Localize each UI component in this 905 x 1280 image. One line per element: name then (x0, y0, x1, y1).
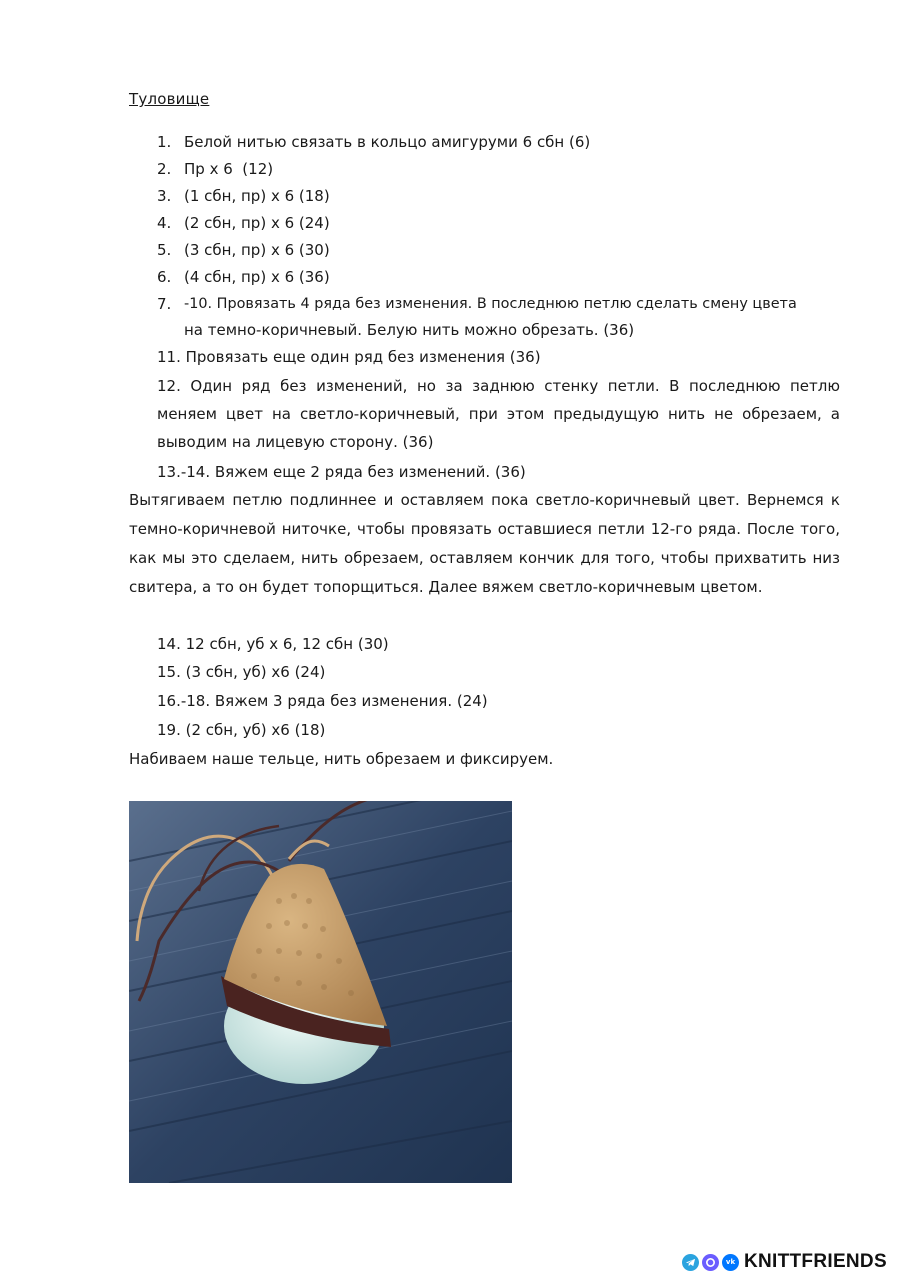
photo-illustration (129, 801, 512, 1183)
step-paragraph (157, 372, 840, 456)
step-text: (4 сбн, пр) х 6 (36) (184, 268, 330, 286)
step-text: 19. (2 сбн, уб) х6 (18) (157, 721, 326, 739)
list-item (157, 159, 274, 179)
step-number: 6. (157, 268, 172, 286)
step-number: 2. (157, 160, 172, 178)
body-paragraph (129, 486, 840, 602)
step-number: 7. (157, 295, 172, 313)
telegram-icon (682, 1254, 699, 1271)
list-item (157, 132, 591, 152)
max-icon (702, 1254, 719, 1271)
section-title: Туловище (129, 90, 210, 108)
paragraph-text: Вытягиваем петлю подлиннее и оставляем пока светло-коричневый цвет. Вернемся к темно-коричневой ниточке, чтобы провязать оставшиеся петли 12-го ряда. После того, как мы это сделаем, нить обрезаем, оставляем кончик для того, чтобы прихватить низ свитера, а то он будет топорщиться. Далее вяжем светло-коричневым цветом. (129, 491, 840, 596)
step-text-continued: на темно-коричневый. Белую нить можно обрезать. (36) (184, 321, 635, 339)
list-item (157, 267, 330, 287)
closing-text: Набиваем наше тельце, нить обрезаем и фиксируем. (129, 750, 554, 768)
step-text: (1 сбн, пр) х 6 (18) (184, 187, 330, 205)
step-text: 13.-14. Вяжем еще 2 ряда без изменений. (36) (157, 463, 526, 481)
step-text: Белой нитью связать в кольцо амигуруми 6 сбн (6) (184, 133, 591, 151)
list-item (157, 186, 330, 206)
step-text: 15. (3 сбн, уб) х6 (24) (157, 663, 326, 681)
step-text: Пр х 6 (12) (184, 160, 274, 178)
list-item (157, 240, 330, 260)
step-text: 16.-18. Вяжем 3 ряда без изменения. (24) (157, 692, 488, 710)
step-text: 14. 12 сбн, уб х 6, 12 сбн (30) (157, 635, 389, 653)
step-text: 12. Один ряд без изменений, но за заднюю стенку петли. В последнюю петлю меняем цвет на светло-коричневый, при этом предыдущую нить не обрезаем, а выводим на лицевую сторону. (36) (157, 377, 840, 451)
watermark (682, 1250, 887, 1274)
step-text: -10. Провязать 4 ряда без изменения. В последнюю петлю сделать смену цвета (184, 296, 797, 312)
step-number: 3. (157, 187, 172, 205)
list-item (157, 213, 330, 233)
vk-icon: vk (722, 1254, 739, 1271)
step-number: 5. (157, 241, 172, 259)
list-item (157, 294, 171, 314)
step-number: 4. (157, 214, 172, 232)
step-text: 11. Провязать еще один ряд без изменения (36) (157, 348, 541, 366)
step-number: 1. (157, 133, 172, 151)
step-text: (2 сбн, пр) х 6 (24) (184, 214, 330, 232)
watermark-text: KNITTFRIENDS (744, 1251, 887, 1272)
crochet-body-photo (129, 801, 512, 1183)
step-text: (3 сбн, пр) х 6 (30) (184, 241, 330, 259)
